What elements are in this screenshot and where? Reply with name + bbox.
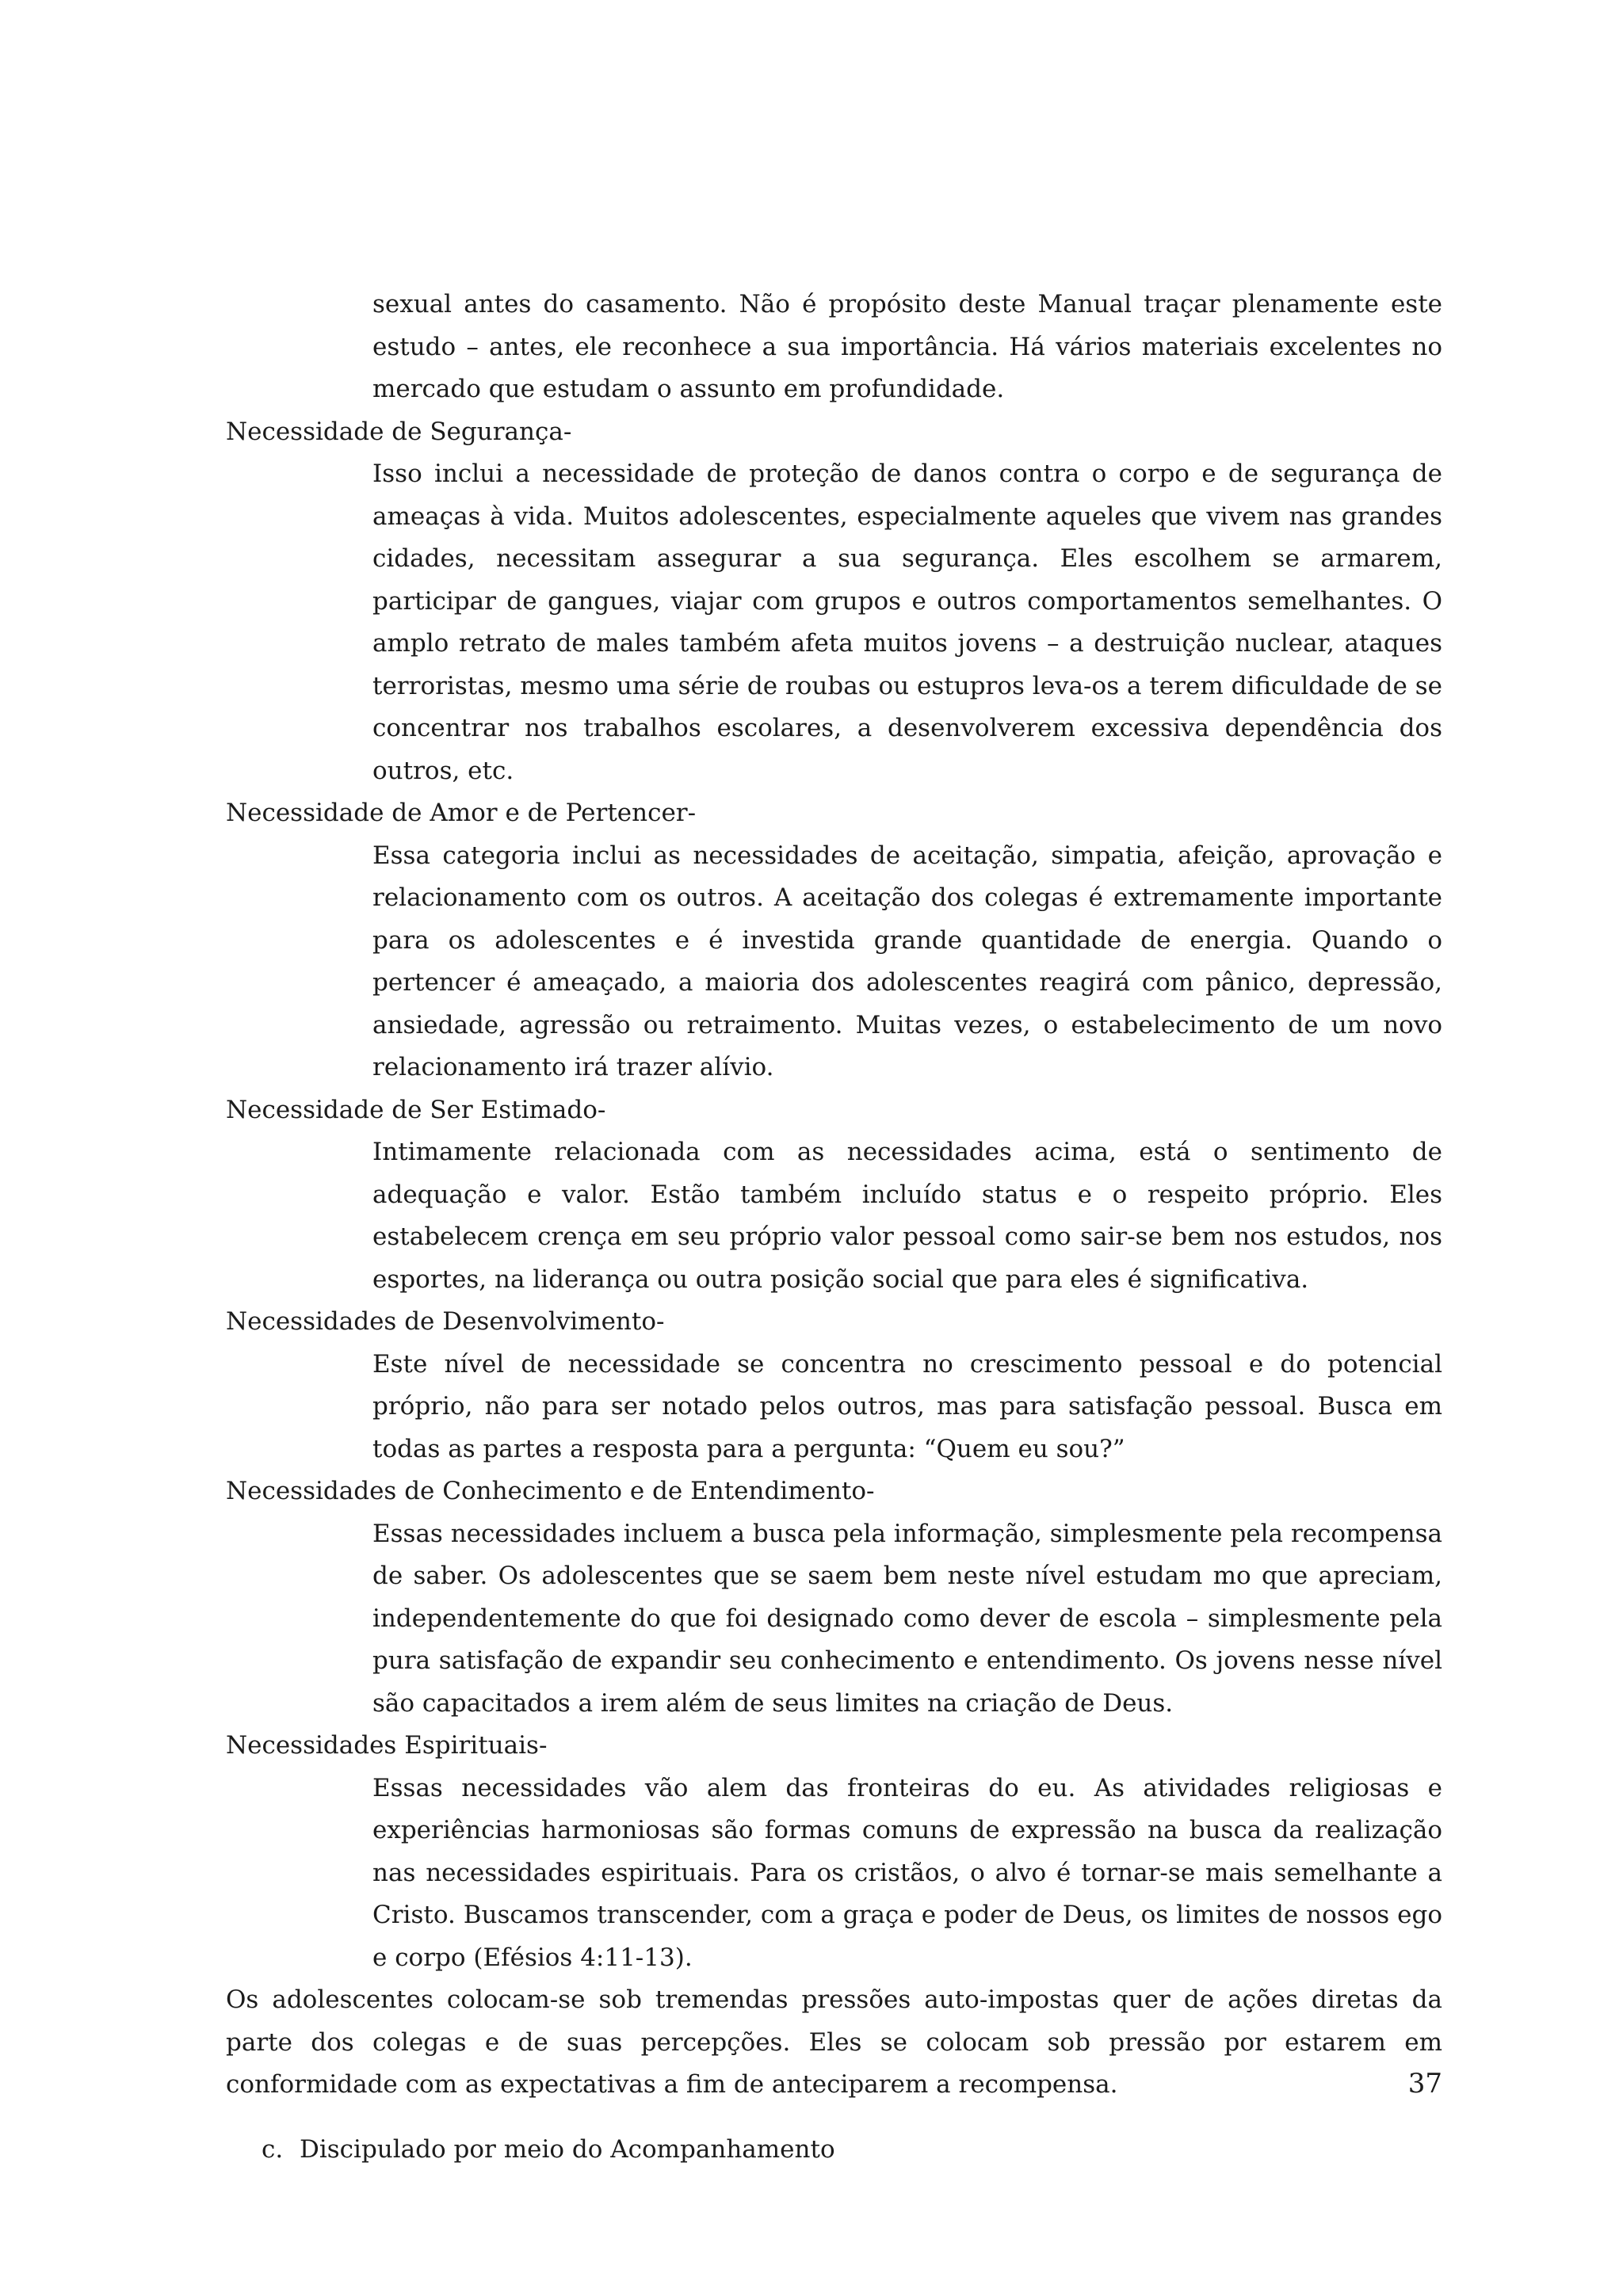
section-text-amor: Essa categoria inclui as necessidades de aceitação, simpatia, afeição, aprovação e relacionamento com os outros. A aceitação dos colegas é extremamente importante para os adolescentes e é investida grande quantidade de energia. Quando o pertencer é ameaçado, a maioria dos adolescentes reagirá com pânico, depressão, ansiedade, agressão ou retraimento. Muitas vezes, o estabelecimento de um novo relacionamento irá trazer alívio. [372, 841, 1442, 1081]
continuation-paragraph: sexual antes do casamento. Não é propósito deste Manual traçar plenamente este estudo – antes, ele reconhece a sua importância. Há vários materiais excelentes no mercado que estudam o assunto em profundidade. [372, 290, 1442, 403]
page-number: 37 [1407, 2068, 1442, 2100]
section-heading-conhecimento: Necessidades de Conhecimento e de Entendimento- [226, 1477, 875, 1505]
list-item-c [226, 2129, 1442, 2172]
section-heading-seguranca: Necessidade de Segurança- [226, 417, 572, 446]
list-item-label: Discipulado por meio do Acompanhamento [300, 2134, 835, 2164]
section-text-desenvolvimento: Este nível de necessidade se concentra no crescimento pessoal e do potencial próprio, não para ser notado pelos outros, mas para satisfação pessoal. Busca em todas as partes a resposta para a pergunta: “Quem eu sou?” [372, 1349, 1442, 1463]
section-text-seguranca: Isso inclui a necessidade de proteção de danos contra o corpo e de segurança de ameaças à vida. Muitos adolescentes, especialmente aqueles que vivem nas grandes cidades, necessitam assegurar a sua segurança. Eles escolhem se armarem, participar de gangues, viajar com grupos e outros comportamentos semelhantes. O amplo retrato de males também afeta muitos jovens – a destruição nuclear, ataques terroristas, mesmo uma série de roubas ou estupros leva-os a terem dificuldade de se concentrar nos trabalhos escolares, a desenvolverem excessiva dependência dos outros, etc. [372, 460, 1442, 785]
section-heading-espirituais: Necessidades Espirituais- [226, 1731, 548, 1760]
section-heading-amor: Necessidade de Amor e de Pertencer- [226, 799, 697, 827]
list-marker: c. [262, 2134, 284, 2164]
section-text-estimado: Intimamente relacionada com as necessidades acima, está o sentimento de adequação e valor. Estão também incluído status e o respeito próprio. Eles estabelecem crença em seu próprio valor pessoal como sair-se bem nos estudos, nos esportes, na liderança ou outra posição social que para eles é significativa. [372, 1138, 1442, 1294]
page-content [226, 284, 1442, 2171]
section-text-espirituais: Essas necessidades vão alem das fronteiras do eu. As atividades religiosas e experiências harmoniosas são formas comuns de expressão na busca da realização nas necessidades espirituais. Para os cristãos, o alvo é tornar-se mais semelhante a Cristo. Buscamos transcender, com a graça e poder de Deus, os limites de nossos ego e corpo (Efésios 4:11-13). [372, 1773, 1442, 1972]
section-heading-estimado: Necessidade de Ser Estimado- [226, 1095, 606, 1124]
section-text-conhecimento: Essas necessidades incluem a busca pela informação, simplesmente pela recompensa de saber. Os adolescentes que se saem bem neste nível estudam mo que apreciam, independentemente do que foi designado como dever de escola – simplesmente pela pura satisfação de expandir seu conhecimento e entendimento. Os jovens nesse nível são capacitados a irem além de seus limites na criação de Deus. [372, 1519, 1442, 1718]
spacer [226, 2107, 1442, 2129]
section-heading-desenvolvimento: Necessidades de Desenvolvimento- [226, 1307, 665, 1336]
closing-paragraph: Os adolescentes colocam-se sob tremendas pressões auto-impostas quer de ações diretas da parte dos colegas e de suas percepções. Eles se colocam sob pressão por estarem em conformidade com as expectativas a fim de anteciparem a recompensa. [226, 1985, 1442, 2099]
